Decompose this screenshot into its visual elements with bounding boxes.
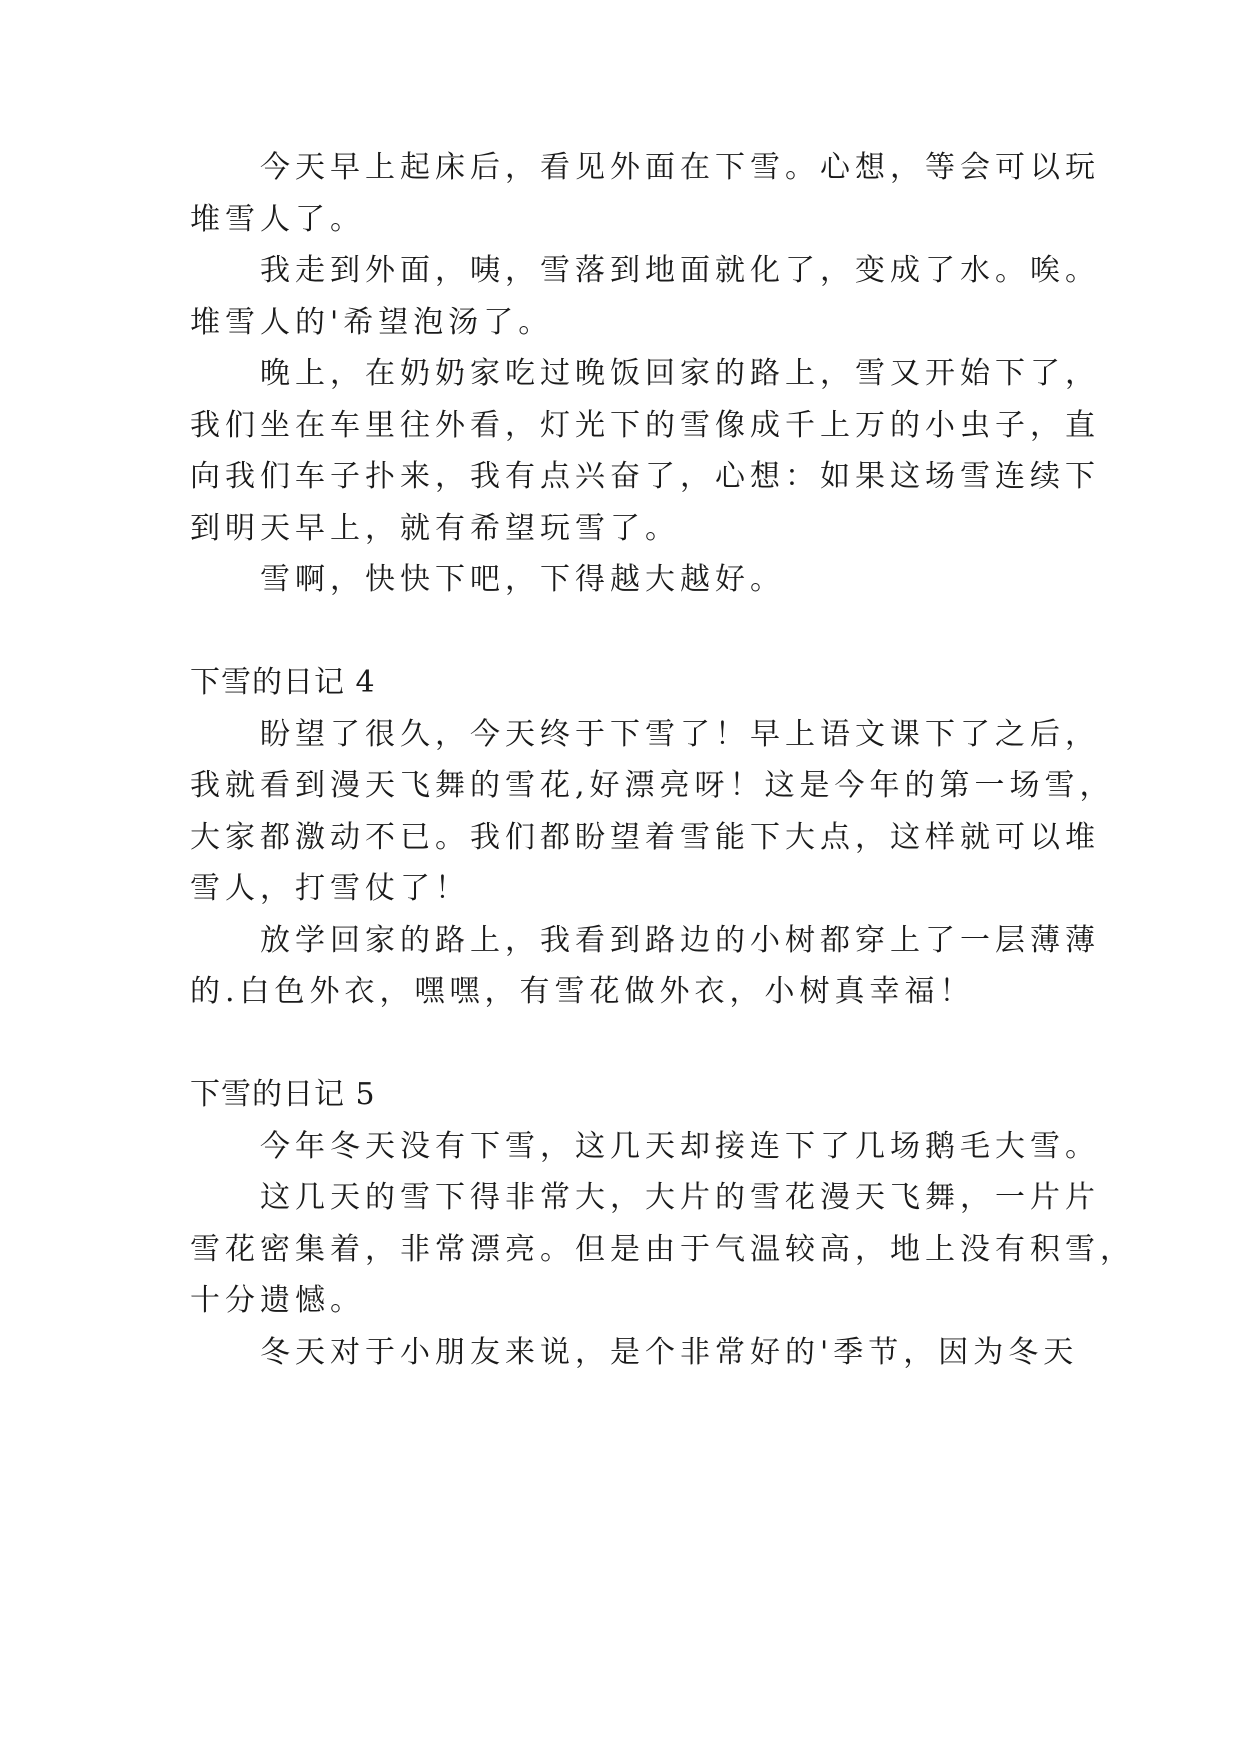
section-heading: 下雪的日记 4 [190, 665, 376, 700]
section-heading: 下雪的日记 5 [190, 1077, 376, 1112]
paragraph-line: 雪人，打雪仗了！ [190, 871, 470, 906]
paragraph-line: 晚上，在奶奶家吃过晚饭回家的路上，雪又开始下了， [190, 356, 1100, 391]
paragraph-line: 放学回家的路上，我看到路边的小树都穿上了一层薄薄 [190, 923, 1100, 958]
paragraph-line: 向我们车子扑来，我有点兴奋了，心想：如果这场雪连续下 [190, 459, 1100, 494]
paragraph-line: 到明天早上，就有希望玩雪了。 [190, 511, 680, 546]
paragraph-line: 我们坐在车里往外看，灯光下的雪像成千上万的小虫子，直 [190, 408, 1100, 443]
paragraph-line: 堆雪人的'希望泡汤了。 [190, 305, 554, 340]
paragraph-line: 我就看到漫天飞舞的雪花,好漂亮呀！这是今年的第一场雪， [190, 768, 1115, 803]
paragraph-line: 我走到外面，咦，雪落到地面就化了，变成了水。唉。 [190, 253, 1100, 288]
paragraph-line: 的.白色外衣，嘿嘿，有雪花做外衣，小树真幸福！ [190, 974, 975, 1009]
paragraph-line: 堆雪人了。 [190, 202, 365, 237]
paragraph-line: 今年冬天没有下雪，这几天却接连下了几场鹅毛大雪。 [190, 1129, 1100, 1164]
paragraph-line: 盼望了很久，今天终于下雪了！早上语文课下了之后， [190, 717, 1100, 752]
paragraph-line: 十分遗憾。 [190, 1283, 365, 1318]
paragraph-line: 雪啊，快快下吧，下得越大越好。 [190, 562, 785, 597]
paragraph-line: 冬天对于小朋友来说，是个非常好的'季节，因为冬天 [190, 1335, 1079, 1370]
paragraph-line: 这几天的雪下得非常大，大片的雪花漫天飞舞，一片片 [190, 1180, 1100, 1215]
paragraph-line: 大家都激动不已。我们都盼望着雪能下大点，这样就可以堆 [190, 820, 1100, 855]
paragraph-line: 雪花密集着，非常漂亮。但是由于气温较高，地上没有积雪， [190, 1232, 1135, 1267]
paragraph-line: 今天早上起床后，看见外面在下雪。心想，等会可以玩 [190, 150, 1100, 185]
